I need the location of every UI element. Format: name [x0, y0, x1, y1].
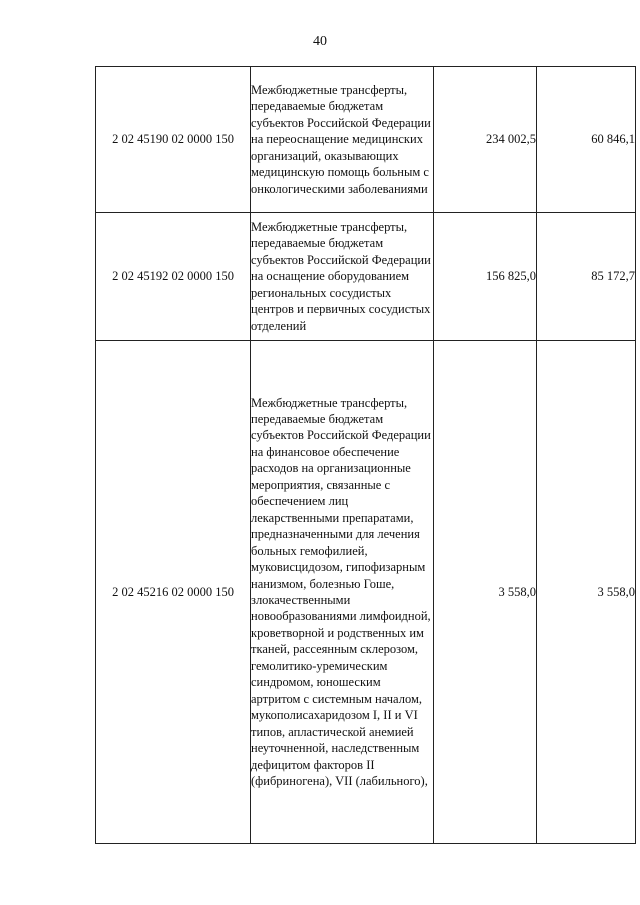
- amount-cell-1: 234 002,5: [434, 67, 537, 213]
- amount-cell-2: 60 846,1: [537, 67, 636, 213]
- page-number: 40: [313, 34, 327, 49]
- budget-table: [95, 66, 636, 844]
- budget-code-cell: 2 02 45190 02 0000 150: [96, 67, 251, 213]
- amount-cell-2: 85 172,7: [537, 213, 636, 341]
- amount-cell-2: 3 558,0: [537, 341, 636, 844]
- amount-cell-1: 3 558,0: [434, 341, 537, 844]
- description-cell: Межбюджетные трансферты, передаваемые бюджетам субъектов Российской Федерации на финансовое обеспечение расходов на организационные мероприятия, связанные с обеспечением лиц лекарственными препаратами, предназначенными для лечения больных гемофилией, муковисцидозом, гипофизарным нанизмом, болезнью Гоше, злокачественными новообразованиями лимфоидной, кроветворной и родственных им тканей, рассеянным склерозом, гемолитико-уремическим синдромом, юношеским артритом с системным началом, мукополисахаридозом I, II и VI типов, апластической анемией неуточненной, наследственным дефицитом факторов II (фибриногена), VII (лабильного),: [251, 341, 434, 844]
- table-row: [96, 213, 636, 341]
- budget-code-cell: 2 02 45216 02 0000 150: [96, 341, 251, 844]
- budget-code-cell: 2 02 45192 02 0000 150: [96, 213, 251, 341]
- amount-cell-1: 156 825,0: [434, 213, 537, 341]
- description-cell: Межбюджетные трансферты, передаваемые бюджетам субъектов Российской Федерации на переоснащение медицинских организаций, оказывающих медицинскую помощь больным с онкологическими заболеваниями: [251, 67, 434, 213]
- table-row: [96, 341, 636, 844]
- table-row: [96, 67, 636, 213]
- description-cell: Межбюджетные трансферты, передаваемые бюджетам субъектов Российской Федерации на оснащение оборудованием региональных сосудистых центров и первичных сосудистых отделений: [251, 213, 434, 341]
